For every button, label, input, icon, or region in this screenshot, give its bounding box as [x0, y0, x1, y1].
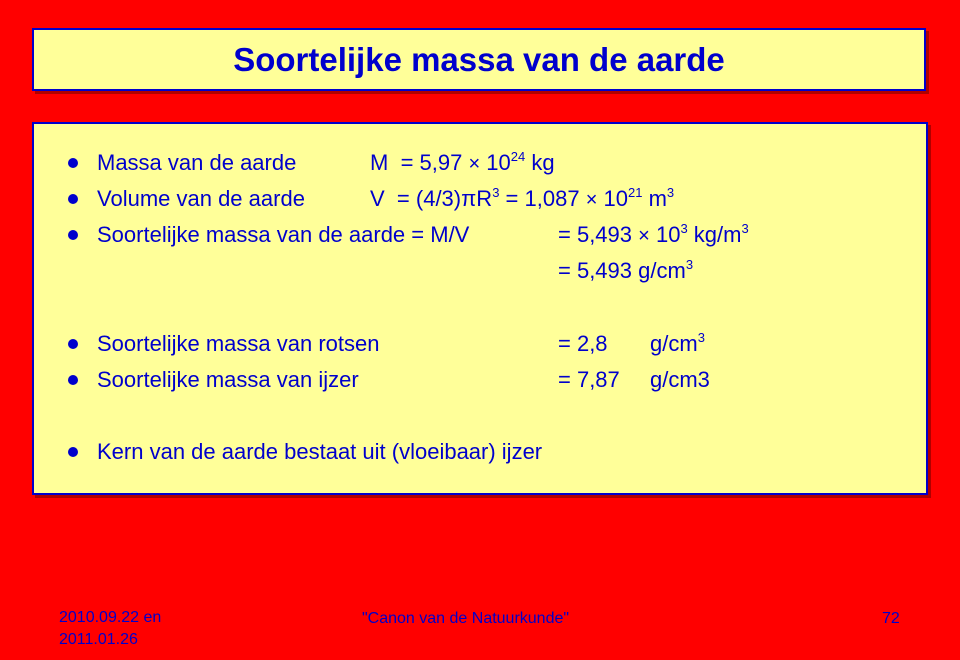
page-number: 72	[882, 610, 900, 627]
bullet-icon	[68, 194, 78, 204]
base: 10	[603, 186, 628, 211]
symbol: V	[370, 186, 385, 211]
symbol: M	[370, 150, 389, 175]
iron-unit: g/cm3	[650, 367, 710, 392]
exponent: 3	[666, 185, 675, 200]
expr: = 5,97	[400, 150, 463, 175]
exponent: 3	[492, 185, 500, 200]
base: 10	[486, 150, 511, 175]
footer-date: 2010.09.22 en 2011.01.26	[59, 609, 162, 648]
bullet-row-density-earth	[34, 220, 926, 250]
exponent: 3	[697, 330, 705, 345]
volume-formula	[370, 184, 674, 215]
content-box	[32, 122, 928, 495]
footer-title: "Canon van de Natuurkunde"	[362, 610, 570, 627]
bullet-icon	[68, 447, 78, 457]
expr: = 5,493	[558, 222, 633, 247]
density-gcm	[558, 256, 693, 286]
exponent: 3	[680, 221, 688, 236]
expr: = 5,493 g/cm	[558, 258, 686, 283]
unit: g/cm	[650, 331, 698, 356]
bullet-row-iron	[34, 365, 926, 395]
row-label: Soortelijke massa van de aarde = M/V	[97, 222, 470, 247]
exponent: 24	[510, 149, 526, 164]
exponent: 21	[627, 185, 643, 200]
exponent: 3	[685, 257, 694, 272]
unit: kg/m	[693, 222, 742, 247]
expr: = (4/3)πR	[396, 186, 493, 211]
bullet-row-volume	[34, 184, 926, 214]
exponent: 3	[741, 221, 749, 236]
bullet-row-mass	[34, 148, 926, 178]
title-box	[32, 28, 926, 91]
row-label: Volume van de aarde	[97, 186, 305, 211]
iron-value: = 7,87	[558, 367, 620, 392]
times-icon: ×	[468, 153, 481, 175]
bullet-row-rocks	[34, 329, 926, 359]
bullet-icon	[68, 375, 78, 385]
bullet-icon	[68, 158, 78, 168]
times-icon: ×	[638, 225, 650, 247]
bullet-icon	[68, 339, 78, 349]
density-formula	[558, 220, 749, 251]
expr: = 1,087	[505, 186, 580, 211]
row-label: Soortelijke massa van ijzer	[97, 367, 359, 392]
base: 10	[655, 222, 681, 247]
unit: m	[648, 186, 667, 211]
times-icon: ×	[585, 189, 598, 211]
density-continuation-row	[34, 256, 926, 286]
row-label: Kern van de aarde bestaat uit (vloeibaar) ijzer	[97, 439, 543, 464]
row-label: Soortelijke massa van rotsen	[97, 331, 380, 356]
slide-title: Soortelijke massa van de aarde	[233, 40, 725, 78]
rocks-unit	[650, 329, 705, 359]
mass-formula	[370, 148, 555, 179]
bullet-icon	[68, 230, 78, 240]
rocks-value: = 2,8	[558, 331, 608, 356]
bullet-row-core	[34, 437, 926, 467]
unit: kg	[531, 150, 555, 175]
row-label: Massa van de aarde	[97, 150, 297, 175]
